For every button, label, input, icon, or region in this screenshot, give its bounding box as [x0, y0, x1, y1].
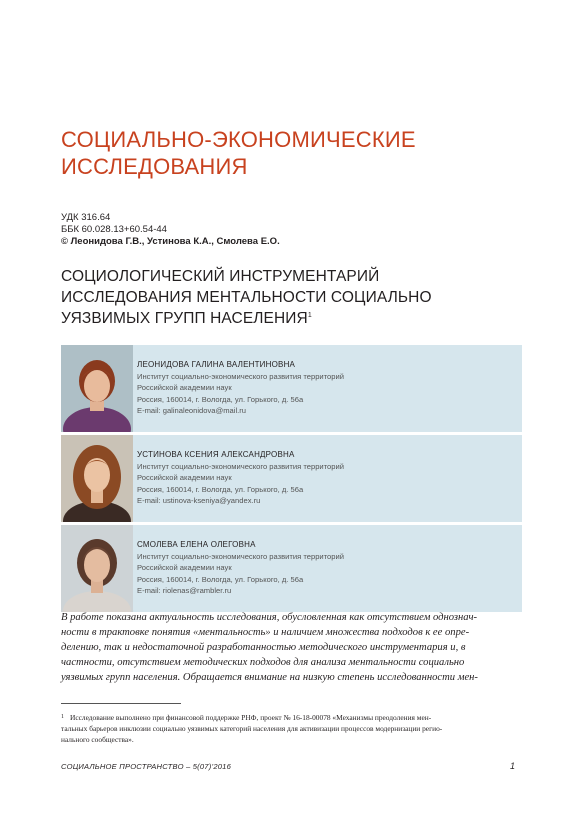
author-affiliation: Институт социально-экономического развития территорий — [137, 372, 344, 382]
author-photo — [61, 525, 133, 612]
footnote-line: тальных барьеров инклюзии социально уязвимых категорий населения для активизации процессов модернизации регио- — [61, 724, 443, 733]
author-affiliation-academy: Российской академии наук — [137, 563, 232, 573]
author-info — [137, 539, 344, 596]
author-photo — [61, 435, 133, 522]
article-title-line-3: УЯЗВИМЫХ ГРУПП НАСЕЛЕНИЯ — [61, 310, 308, 327]
footnote-ref[interactable]: 1 — [307, 311, 312, 319]
footnote-mark: 1 — [61, 714, 64, 720]
author-name: ЛЕОНИДОВА ГАЛИНА ВАЛЕНТИНОВНА — [137, 360, 296, 369]
article-title-line-2: ИССЛЕДОВАНИЯ МЕНТАЛЬНОСТИ СОЦИАЛЬНО — [61, 289, 432, 306]
author-email[interactable]: E-mail: riolenas@rambler.ru — [137, 585, 232, 595]
abstract-line: частности, отсутствием методических подходов для анализа ментальности социально — [61, 657, 465, 669]
author-affiliation-academy: Российской академии наук — [137, 473, 232, 483]
article-meta — [61, 212, 280, 248]
abstract-line: ности в трактовке понятия «ментальность» и наличием множества подходов к ее опре- — [61, 627, 470, 639]
author-email[interactable]: E-mail: ustinova-kseniya@yandex.ru — [137, 495, 261, 505]
abstract-line: делению, так и недостаточной разработанностью методического инструментария и, в — [61, 642, 466, 654]
author-address: Россия, 160014, г. Вологда, ул. Горького, д. 56а — [137, 574, 304, 584]
author-info — [137, 449, 344, 506]
author-address: Россия, 160014, г. Вологда, ул. Горького, д. 56а — [137, 484, 304, 494]
journal-footer: СОЦИАЛЬНОЕ ПРОСТРАНСТВО – 5(07)’2016 — [61, 762, 232, 771]
author-card — [61, 345, 522, 432]
author-photo — [61, 345, 133, 432]
author-card — [61, 435, 522, 522]
page-number: 1 — [510, 761, 516, 771]
abstract-line: уязвимых групп населения. Обращается внимание на низкую степень исследованности мен- — [61, 672, 478, 684]
footnote-divider — [61, 703, 181, 704]
author-card — [61, 525, 522, 612]
article-title-line-1: СОЦИОЛОГИЧЕСКИЙ ИНСТРУМЕНТАРИЙ — [61, 268, 380, 285]
author-name: СМОЛЕВА ЕЛЕНА ОЛЕГОВНА — [137, 540, 256, 549]
copyright-authors: © Леонидова Г.В., Устинова К.А., Смолева Е.О. — [61, 236, 280, 247]
footnote-line: Исследование выполнено при финансовой поддержке РНФ, проект № 16-18-00078 «Механизмы преодоления мен- — [70, 713, 432, 722]
section-title — [61, 126, 521, 180]
author-affiliation: Институт социально-экономического развития территорий — [137, 462, 344, 472]
author-name: УСТИНОВА КСЕНИЯ АЛЕКСАНДРОВНА — [137, 450, 295, 459]
bbk-code: ББК 60.028.13+60.54-44 — [61, 224, 167, 235]
author-address: Россия, 160014, г. Вологда, ул. Горького, д. 56а — [137, 394, 304, 404]
udk-code: УДК 316.64 — [61, 212, 111, 223]
abstract-line: В работе показана актуальность исследования, обусловленная как отсутствием однознач- — [61, 612, 478, 623]
authors-panel — [61, 345, 522, 615]
section-title-line-1: СОЦИАЛЬНО-ЭКОНОМИЧЕСКИЕ — [61, 127, 416, 152]
author-email[interactable]: E-mail: galinaleonidova@mail.ru — [137, 405, 247, 415]
footnote — [61, 712, 522, 745]
author-info — [137, 359, 344, 416]
article-title — [61, 266, 531, 329]
author-affiliation-academy: Российской академии наук — [137, 383, 232, 393]
abstract — [61, 610, 522, 685]
section-title-line-2: ИССЛЕДОВАНИЯ — [61, 154, 248, 179]
footnote-line: нального сообщества». — [61, 735, 134, 744]
author-affiliation: Институт социально-экономического развития территорий — [137, 552, 344, 562]
